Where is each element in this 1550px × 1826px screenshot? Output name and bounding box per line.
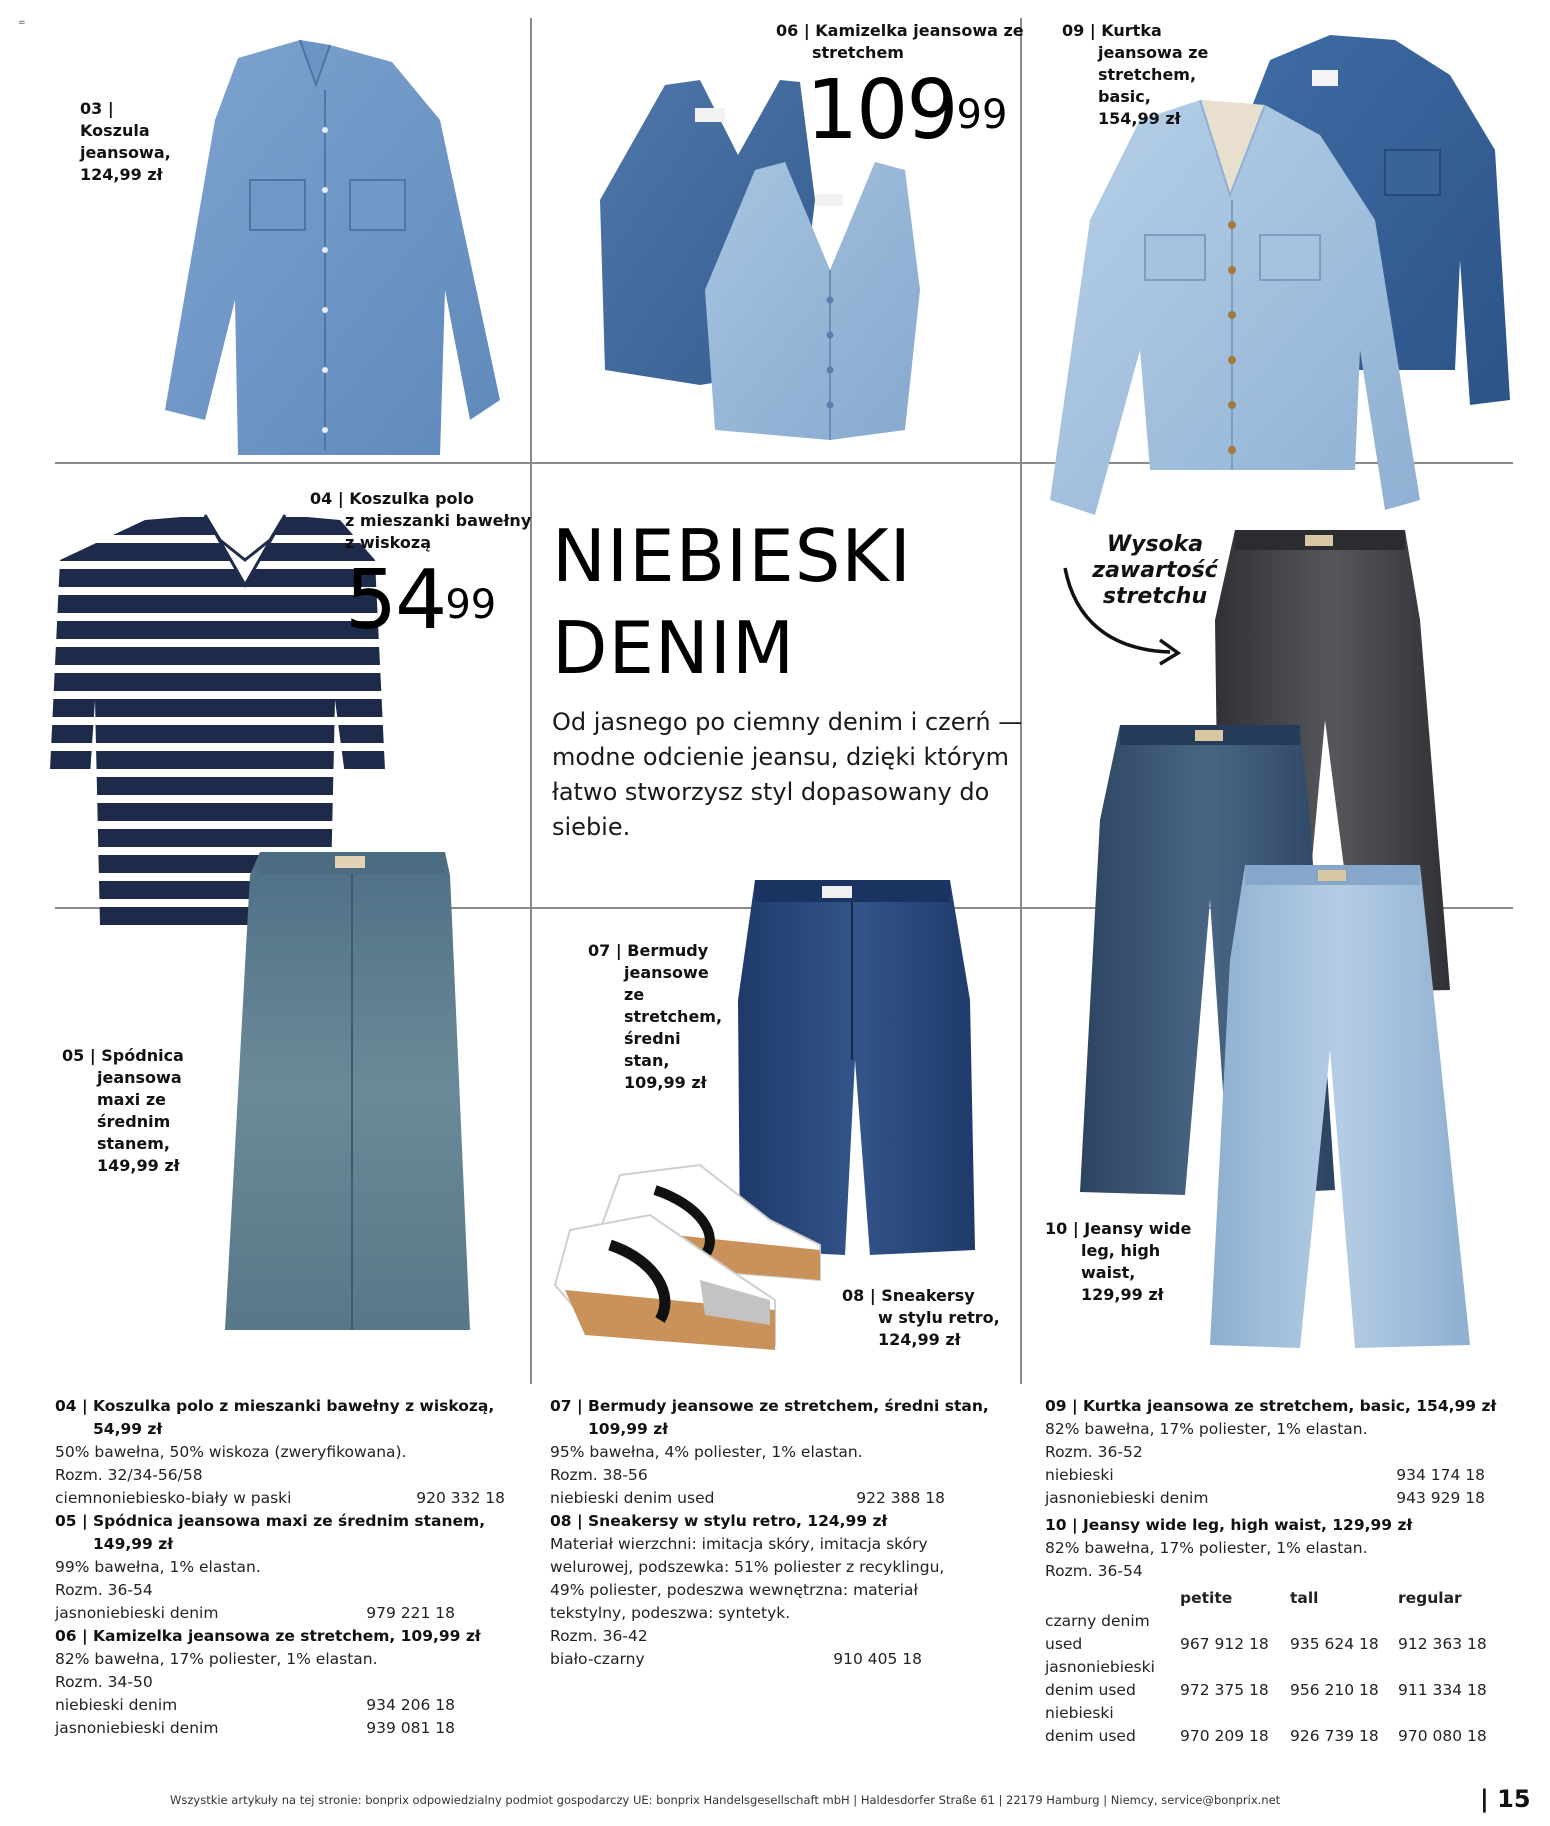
- stretch-note: Wysoka zawartość stretchu: [1092, 532, 1218, 609]
- specs-column-3: 09 | Kurtka jeansowa ze stretchem, basic, 154,99 zł 82% bawełna, 17% poliester, 1% elastan. Rozm. 36-52 niebieski 934 174 18 jasnoniebieski denim 943 929 18 10 | Jeansy wide leg, high waist, 129,99 zł 82% bawełna, 17% poliester, 1% elastan. Rozm. 36-54 petite tall regular czarny denim used 967 912 18 935 624 18 912 363 18 jasnoniebieski denim used 972 375 18 956 210 18 911 334 18 niebieski denim used 970 209 18 926 739 18 970 080 18: [1045, 1395, 1505, 1748]
- variant-row: jasnoniebieski denim 943 929 18: [1045, 1489, 1485, 1507]
- corner-mark: =: [18, 18, 26, 28]
- size-code-table: petite tall regular czarny denim used 967 912 18 935 624 18 912 363 18 jasnoniebieski denim used 972 375 18 956 210 18 911 334 18 niebieski denim used 970 209 18 926 739 18 970 080 18: [1045, 1587, 1495, 1748]
- variant-row: ciemnoniebiesko-biały w paski 920 332 18: [55, 1489, 505, 1507]
- variant-row: jasnoniebieski denim 979 221 18: [55, 1604, 455, 1622]
- variant-row: niebieski denim used 922 388 18: [550, 1489, 945, 1507]
- footer-legal: Wszystkie artykuły na tej stronie: bonprix odpowiedzialny podmiot gospodarczy UE: bonprix Handelsgesellschaft mbH | Haldesdorfer Straße 61 | 22179 Hamburg | Niemcy, service@bonprix.net: [170, 1793, 1281, 1807]
- variant-row: biało-czarny 910 405 18: [550, 1650, 922, 1668]
- variant-row: niebieski 934 174 18: [1045, 1466, 1485, 1484]
- label-05: 05 | Spódnica jeansowa maxi ze średnim stanem, 149,99 zł: [62, 1046, 184, 1175]
- table-row: jasnoniebieski denim used 972 375 18 956 210 18 911 334 18: [1045, 1658, 1487, 1699]
- label-03: 03 | Koszula jeansowa, 124,99 zł: [80, 99, 171, 184]
- label-10: 10 | Jeansy wide leg, high waist, 129,99 zł: [1045, 1219, 1192, 1304]
- page-title: NIEBIESKI DENIM: [552, 514, 912, 690]
- label-08: 08 | Sneakersy w stylu retro, 124,99 zł: [842, 1286, 1000, 1349]
- label-04: 04 | Koszulka polo z mieszanki bawełny z wiskozą: [310, 489, 532, 552]
- label-07: 07 | Bermudy jeansowe ze stretchem, średni stan, 109,99 zł: [588, 941, 723, 1092]
- bermudas-image: [738, 880, 975, 1255]
- table-row: niebieski denim used 970 209 18 926 739 18 970 080 18: [1045, 1704, 1487, 1745]
- price-06: $109^{99}$: [806, 63, 1008, 158]
- specs-column-2: 07 | Bermudy jeansowe ze stretchem, średni stan, 109,99 zł 95% bawełna, 4% poliester, 1% elastan. Rozm. 38-56 niebieski denim used 922 388 18 08 | Sneakersy w stylu retro, 124,99 zł Materiał wierzchni: imitacja skóry, imitacja skóry welurowej, podszewka: 51% poliester z recyklingu, 49% poliester, podeszwa wewnętrzna: materiał tekstylny, podeszwa: syntetyk. Rozm. 36-42 biało-czarny 910 405 18: [550, 1395, 990, 1671]
- intro-text: Od jasnego po ciemny denim i czerń — modne odcienie jeansu, dzięki którym łatwo stworzysz styl dopasowany do siebie.: [552, 708, 1023, 841]
- price-04: $54^{99}$: [345, 553, 497, 648]
- page-number: | 15: [1480, 1785, 1531, 1813]
- shirt-image: [165, 40, 500, 455]
- variant-row: niebieski denim 934 206 18: [55, 1696, 455, 1714]
- skirt-image: [225, 852, 470, 1330]
- label-06: 06 | Kamizelka jeansowa ze stretchem: [776, 21, 1024, 62]
- table-row: czarny denim used 967 912 18 935 624 18 912 363 18: [1045, 1612, 1487, 1653]
- label-09: 09 | Kurtka jeansowa ze stretchem, basic, 154,99 zł: [1062, 21, 1209, 128]
- variant-row: jasnoniebieski denim 939 081 18: [55, 1719, 455, 1737]
- specs-column-1: 04 | Koszulka polo z mieszanki bawełny z wiskozą, 54,99 zł 50% bawełna, 50% wiskoza (zweryfikowana). Rozm. 32/34-56/58 ciemnoniebiesko-biały w paski 920 332 18 05 | Spódnica jeansowa maxi ze średnim stanem, 149,99 zł 99% bawełna, 1% elastan. Rozm. 36-54 jasnoniebieski denim 979 221 18 06 | Kamizelka jeansowa ze stretchem, 109,99 zł 82% bawełna, 17% poliester, 1% elastan. Rozm. 34-50 niebieski denim 934 206 18 jasnoniebieski denim 939 081 18: [55, 1395, 495, 1740]
